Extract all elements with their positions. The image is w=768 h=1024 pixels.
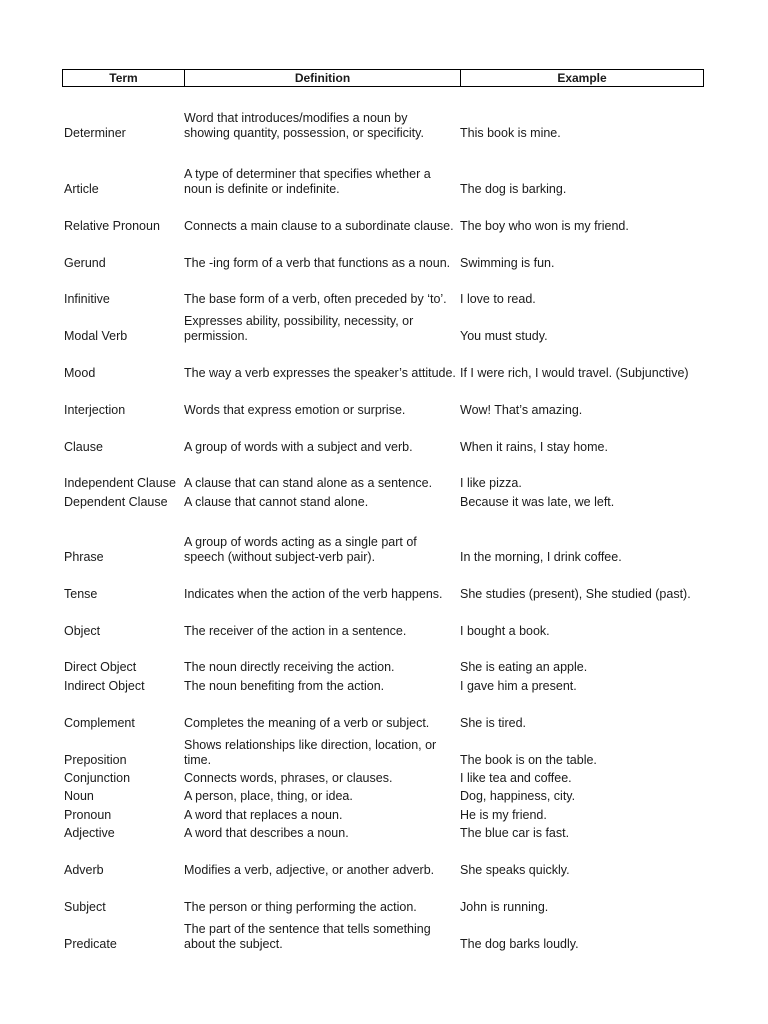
definition-cell: A person, place, thing, or idea.	[184, 788, 353, 803]
example-cell: The dog is barking.	[460, 181, 567, 196]
example-cell: The blue car is fast.	[460, 825, 570, 840]
term-cell: Clause	[64, 439, 103, 454]
header-term: Term	[109, 71, 138, 85]
example-cell: I gave him a present.	[460, 678, 577, 693]
example-cell: Wow! That’s amazing.	[460, 402, 583, 417]
term-cell: Noun	[64, 788, 94, 803]
example-cell: Swimming is fun.	[460, 255, 555, 270]
term-cell: Dependent Clause	[64, 494, 168, 509]
definition-cell: The part of the sentence that tells something about the subject.	[184, 922, 431, 951]
term-cell: Modal Verb	[64, 328, 128, 343]
header-definition: Definition	[184, 70, 460, 86]
example-cell: This book is mine.	[460, 125, 561, 140]
term-cell: Adjective	[64, 825, 115, 840]
definition-cell: The person or thing performing the action.	[184, 899, 417, 914]
definition-cell: Word that introduces/modifies a noun by showing quantity, possession, or specificity.	[184, 111, 424, 140]
example-cell: He is my friend.	[460, 807, 547, 822]
definition-cell: The base form of a verb, often preceded by ‘to’.	[184, 291, 447, 306]
term-cell: Relative Pronoun	[64, 218, 160, 233]
example-cell: The boy who won is my friend.	[460, 218, 629, 233]
example-cell: She speaks quickly.	[460, 862, 570, 877]
definition-cell: A word that replaces a noun.	[184, 807, 343, 822]
term-cell: Direct Object	[64, 659, 137, 674]
definition-cell: Shows relationships like direction, location, or time.	[184, 738, 437, 767]
term-cell: Mood	[64, 365, 96, 380]
definition-cell: The way a verb expresses the speaker’s attitude.	[184, 365, 456, 380]
example-cell: She is tired.	[460, 715, 527, 730]
example-cell: The book is on the table.	[460, 752, 597, 767]
term-cell: Conjunction	[64, 770, 131, 785]
definition-cell: The receiver of the action in a sentence.	[184, 623, 407, 638]
example-cell: In the morning, I drink coffee.	[460, 549, 622, 564]
definition-cell: The -ing form of a verb that functions as a noun.	[184, 255, 451, 270]
example-cell: The dog barks loudly.	[460, 936, 579, 951]
example-cell: If I were rich, I would travel. (Subjunctive)	[460, 365, 689, 380]
term-cell: Adverb	[64, 862, 104, 877]
term-cell: Complement	[64, 715, 135, 730]
definition-cell: A clause that can stand alone as a sentence.	[184, 475, 433, 490]
definition-cell: Expresses ability, possibility, necessity, or permission.	[184, 314, 414, 343]
term-cell: Tense	[64, 586, 98, 601]
definition-cell: Words that express emotion or surprise.	[184, 402, 406, 417]
definition-cell: A group of words with a subject and verb.	[184, 439, 413, 454]
definition-cell: The noun benefiting from the action.	[184, 678, 385, 693]
definition-cell: A group of words acting as a single part of speech (without subject-verb pair).	[184, 535, 417, 564]
term-cell: Interjection	[64, 402, 126, 417]
example-cell: When it rains, I stay home.	[460, 439, 608, 454]
definition-cell: Completes the meaning of a verb or subject.	[184, 715, 430, 730]
term-cell: Pronoun	[64, 807, 112, 822]
header-example: Example	[460, 70, 703, 86]
term-cell: Preposition	[64, 752, 127, 767]
term-cell: Indirect Object	[64, 678, 145, 693]
example-cell: I bought a book.	[460, 623, 550, 638]
definition-cell: A clause that cannot stand alone.	[184, 494, 369, 509]
term-cell: Gerund	[64, 255, 106, 270]
term-cell: Object	[64, 623, 101, 638]
definition-cell: A word that describes a noun.	[184, 825, 349, 840]
term-cell: Subject	[64, 899, 106, 914]
example-cell: I like pizza.	[460, 475, 522, 490]
definition-cell: Indicates when the action of the verb happens.	[184, 586, 443, 601]
example-cell: I love to read.	[460, 291, 536, 306]
definition-cell: Connects words, phrases, or clauses.	[184, 770, 393, 785]
definition-cell: Connects a main clause to a subordinate clause.	[184, 218, 454, 233]
example-cell: Because it was late, we left.	[460, 494, 615, 509]
term-cell: Article	[64, 181, 99, 196]
term-cell: Determiner	[64, 125, 126, 140]
definition-cell: The noun directly receiving the action.	[184, 659, 395, 674]
term-cell: Independent Clause	[64, 475, 176, 490]
definition-cell: A type of determiner that specifies whether a noun is definite or indefinite.	[184, 167, 431, 196]
example-cell: She is eating an apple.	[460, 659, 588, 674]
example-cell: She studies (present), She studied (past).	[460, 586, 691, 601]
example-cell: John is running.	[460, 899, 549, 914]
example-cell: You must study.	[460, 328, 548, 343]
example-cell: I like tea and coffee.	[460, 770, 572, 785]
example-cell: Dog, happiness, city.	[460, 788, 576, 803]
term-cell: Predicate	[64, 936, 117, 951]
term-cell: Infinitive	[64, 291, 110, 306]
definition-cell: Modifies a verb, adjective, or another adverb.	[184, 862, 435, 877]
term-cell: Phrase	[64, 549, 104, 564]
